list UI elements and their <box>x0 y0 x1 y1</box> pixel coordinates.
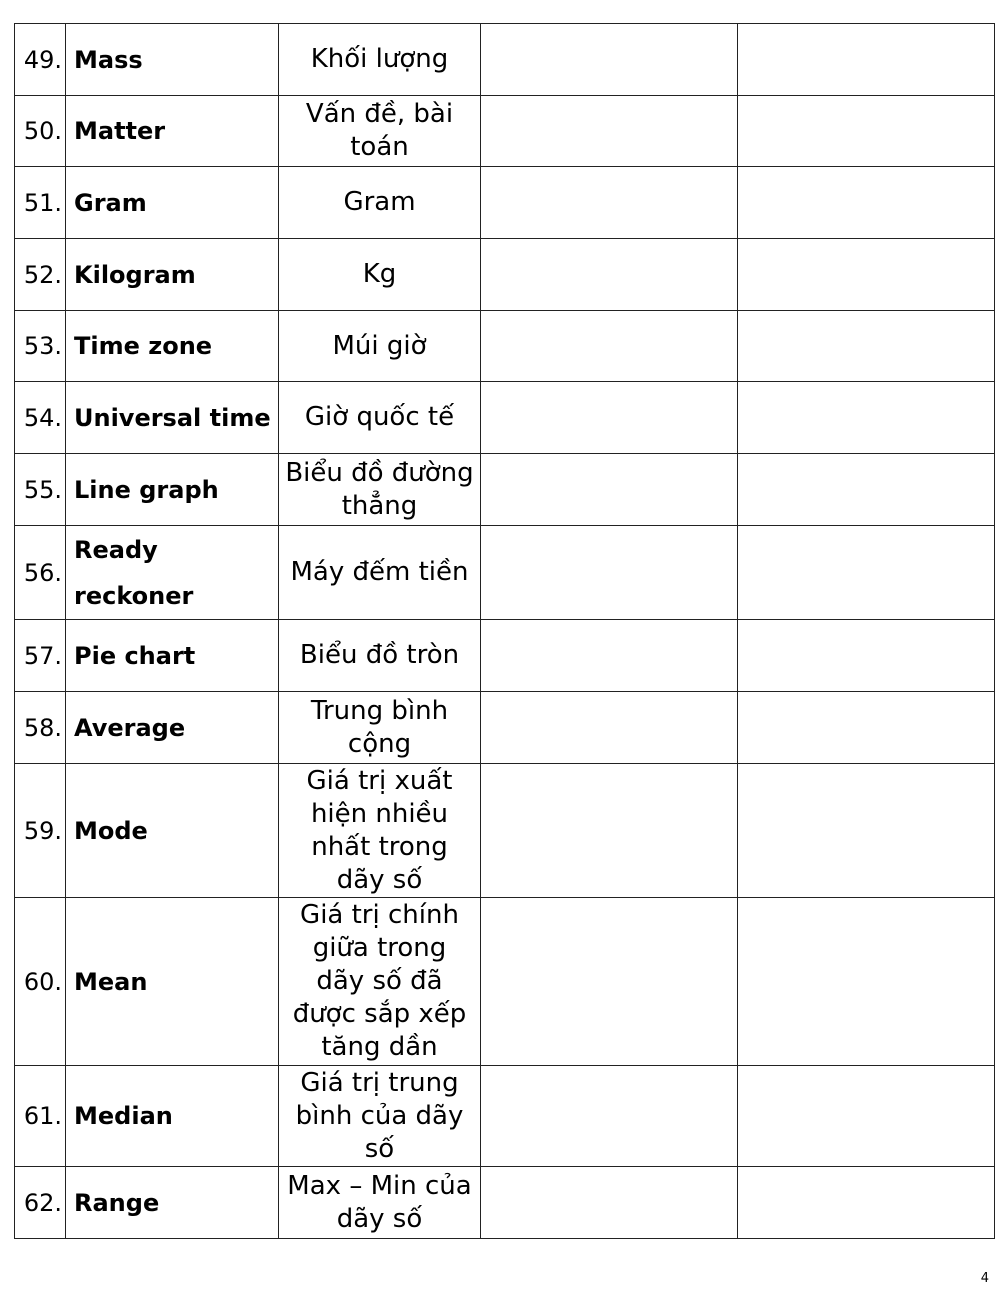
blank-cell[interactable] <box>481 1167 738 1239</box>
blank-cell[interactable] <box>738 526 995 620</box>
blank-cell[interactable] <box>481 764 738 898</box>
blank-cell[interactable] <box>481 24 738 96</box>
vietnamese-meaning: Biểu đồ tròn <box>279 620 481 692</box>
english-term: Mass <box>66 24 279 96</box>
vietnamese-meaning: Giờ quốc tế <box>279 382 481 454</box>
vietnamese-meaning: Trung bình cộng <box>279 692 481 764</box>
row-number: 53. <box>15 311 66 382</box>
blank-cell[interactable] <box>738 311 995 382</box>
blank-cell[interactable] <box>738 898 995 1066</box>
row-number: 59. <box>15 764 66 898</box>
english-term: Kilogram <box>66 239 279 311</box>
table-row <box>15 167 995 239</box>
vietnamese-meaning: Kg <box>279 239 481 311</box>
blank-cell[interactable] <box>738 24 995 96</box>
row-number: 55. <box>15 454 66 526</box>
blank-cell[interactable] <box>481 239 738 311</box>
english-term: Mode <box>66 764 279 898</box>
english-term: Range <box>66 1167 279 1239</box>
blank-cell[interactable] <box>738 764 995 898</box>
english-term: Ready reckoner <box>66 526 279 620</box>
blank-cell[interactable] <box>738 167 995 239</box>
blank-cell[interactable] <box>481 692 738 764</box>
english-term: Time zone <box>66 311 279 382</box>
table-row <box>15 382 995 454</box>
row-number: 56. <box>15 526 66 620</box>
vietnamese-meaning: Max – Min của dãy số <box>279 1167 481 1239</box>
vietnamese-meaning: Giá trị trung bình của dãy số <box>279 1066 481 1167</box>
blank-cell[interactable] <box>738 620 995 692</box>
row-number: 50. <box>15 96 66 167</box>
english-term: Gram <box>66 167 279 239</box>
vocabulary-table <box>14 23 995 1239</box>
blank-cell[interactable] <box>481 620 738 692</box>
row-number: 62. <box>15 1167 66 1239</box>
vietnamese-meaning: Khối lượng <box>279 24 481 96</box>
vietnamese-meaning: Máy đếm tiền <box>279 526 481 620</box>
row-number: 60. <box>15 898 66 1066</box>
blank-cell[interactable] <box>481 311 738 382</box>
row-number: 54. <box>15 382 66 454</box>
blank-cell[interactable] <box>481 898 738 1066</box>
table-row <box>15 1167 995 1239</box>
english-term: Matter <box>66 96 279 167</box>
blank-cell[interactable] <box>738 96 995 167</box>
blank-cell[interactable] <box>738 239 995 311</box>
vietnamese-meaning: Vấn đề, bài toán <box>279 96 481 167</box>
blank-cell[interactable] <box>738 1066 995 1167</box>
table-row <box>15 1066 995 1167</box>
vietnamese-meaning: Múi giờ <box>279 311 481 382</box>
english-term: Pie chart <box>66 620 279 692</box>
vietnamese-meaning: Biểu đồ đường thẳng <box>279 454 481 526</box>
row-number: 57. <box>15 620 66 692</box>
row-number: 49. <box>15 24 66 96</box>
table-row <box>15 764 995 898</box>
blank-cell[interactable] <box>481 454 738 526</box>
vietnamese-meaning: Giá trị xuất hiện nhiều nhất trong dãy số <box>279 764 481 898</box>
row-number: 51. <box>15 167 66 239</box>
blank-cell[interactable] <box>481 96 738 167</box>
blank-cell[interactable] <box>481 382 738 454</box>
english-term: Universal time <box>66 382 279 454</box>
english-term: Median <box>66 1066 279 1167</box>
blank-cell[interactable] <box>481 1066 738 1167</box>
blank-cell[interactable] <box>481 526 738 620</box>
table-row <box>15 24 995 96</box>
page-number: 4 <box>980 1271 989 1286</box>
row-number: 58. <box>15 692 66 764</box>
table-row <box>15 96 995 167</box>
row-number: 61. <box>15 1066 66 1167</box>
english-term: Average <box>66 692 279 764</box>
table-row <box>15 311 995 382</box>
blank-cell[interactable] <box>738 454 995 526</box>
vietnamese-meaning: Giá trị chính giữa trong dãy số đã được sắp xếp tăng dần <box>279 898 481 1066</box>
row-number: 52. <box>15 239 66 311</box>
blank-cell[interactable] <box>738 692 995 764</box>
table-row <box>15 692 995 764</box>
table-row <box>15 898 995 1066</box>
table-row <box>15 454 995 526</box>
blank-cell[interactable] <box>481 167 738 239</box>
english-term: Mean <box>66 898 279 1066</box>
english-term: Line graph <box>66 454 279 526</box>
blank-cell[interactable] <box>738 1167 995 1239</box>
table-row <box>15 526 995 620</box>
blank-cell[interactable] <box>738 382 995 454</box>
table-row <box>15 620 995 692</box>
table-row <box>15 239 995 311</box>
vietnamese-meaning: Gram <box>279 167 481 239</box>
